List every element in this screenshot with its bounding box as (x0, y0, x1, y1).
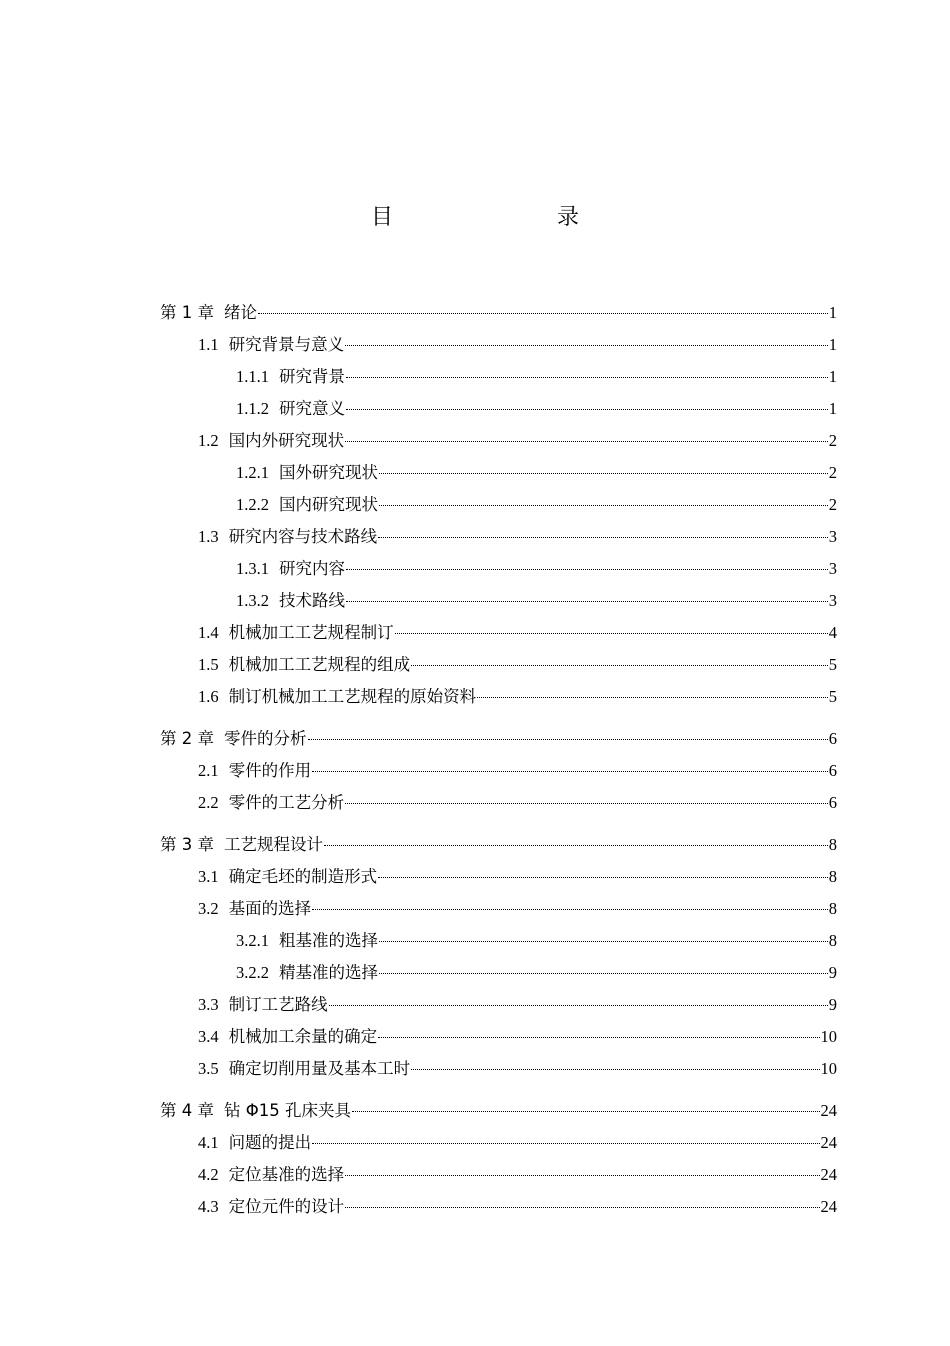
toc-entry-label: 定位基准的选择 (228, 1165, 345, 1184)
toc-dot-leader (411, 1069, 819, 1070)
toc-section-entry[interactable] (160, 957, 837, 989)
toc-section-entry[interactable] (160, 681, 837, 713)
toc-entry-number: 第 3 章 (160, 835, 214, 854)
toc-dot-leader (258, 313, 828, 314)
toc-entry-number: 4.2 (198, 1165, 219, 1184)
toc-entry-page: 6 (828, 761, 837, 780)
toc-entry-number: 1.2.1 (236, 463, 269, 482)
toc-title: 目 录 (370, 205, 619, 230)
toc-entry-label: 零件的工艺分析 (228, 793, 345, 812)
toc-section-entry[interactable] (160, 425, 837, 457)
toc-entry-page: 24 (820, 1165, 837, 1184)
toc-section-entry[interactable] (160, 617, 837, 649)
toc-dot-leader (411, 665, 828, 666)
toc-section-entry[interactable] (160, 329, 837, 361)
toc-entry-label: 研究背景与意义 (228, 335, 345, 354)
toc-section-entry[interactable] (160, 893, 837, 925)
toc-entry-page: 6 (828, 729, 837, 748)
toc-entry-label: 机械加工余量的确定 (228, 1027, 378, 1046)
toc-dot-leader (345, 1175, 819, 1176)
toc-dot-leader (379, 973, 828, 974)
toc-section-entry[interactable] (160, 1021, 837, 1053)
toc-entry-label: 粗基准的选择 (279, 931, 378, 950)
toc-entry-number: 1.2.2 (236, 495, 269, 514)
toc-dot-leader (345, 345, 828, 346)
toc-entry-number: 3.4 (198, 1027, 219, 1046)
toc-entry-label: 工艺规程设计 (224, 835, 323, 854)
toc-dot-leader (329, 1005, 828, 1006)
toc-entry-page: 2 (828, 463, 837, 482)
toc-entry-number: 3.3 (198, 995, 219, 1014)
toc-entry-number: 3.5 (198, 1059, 219, 1078)
toc-entry-number: 3.2.2 (236, 963, 269, 982)
toc-entry-number: 1.1 (198, 335, 219, 354)
toc-entry-page: 1 (828, 303, 837, 322)
toc-entry-page: 8 (828, 931, 837, 950)
toc-entry-page: 8 (828, 899, 837, 918)
toc-dot-leader (395, 633, 828, 634)
toc-entry-number: 1.1.2 (236, 399, 269, 418)
toc-dot-leader (346, 377, 828, 378)
toc-entry-number: 1.5 (198, 655, 219, 674)
toc-entry-page: 1 (828, 399, 837, 418)
toc-entry-page: 4 (828, 623, 837, 642)
toc-entry-label: 制订工艺路线 (228, 995, 328, 1014)
toc-entry-number: 2.1 (198, 761, 219, 780)
toc-dot-leader (346, 601, 828, 602)
toc-entry-label: 国内外研究现状 (228, 431, 345, 450)
toc-section-entry[interactable] (160, 1053, 837, 1085)
toc-entry-page: 24 (820, 1133, 837, 1152)
toc-entry-label: 确定切削用量及基本工时 (228, 1059, 411, 1078)
toc-entry-number: 2.2 (198, 793, 219, 812)
toc-dot-leader (352, 1111, 820, 1112)
toc-entry-label: 国内研究现状 (279, 495, 378, 514)
toc-entry-page: 2 (828, 495, 837, 514)
toc-section-entry[interactable] (160, 925, 837, 957)
toc-entry-page: 9 (828, 995, 837, 1014)
toc-chapter-entry[interactable] (160, 829, 837, 861)
toc-entry-page: 2 (828, 431, 837, 450)
toc-section-entry[interactable] (160, 755, 837, 787)
table-of-contents (160, 297, 837, 1223)
toc-entry-page: 10 (820, 1027, 837, 1046)
toc-chapter-entry[interactable] (160, 1095, 837, 1127)
toc-entry-number: 1.3.2 (236, 591, 269, 610)
toc-section-entry[interactable] (160, 393, 837, 425)
toc-dot-leader (346, 409, 828, 410)
toc-entry-number: 1.1.1 (236, 367, 269, 386)
toc-entry-page: 8 (828, 867, 837, 886)
toc-dot-leader (345, 1207, 819, 1208)
toc-entry-number: 第 4 章 (160, 1101, 214, 1120)
toc-entry-label: 绪论 (224, 303, 257, 322)
toc-dot-leader (379, 473, 828, 474)
toc-dot-leader (379, 941, 828, 942)
toc-dot-leader (312, 1143, 819, 1144)
toc-dot-leader (324, 845, 828, 846)
toc-entry-label: 钻 Φ15 孔床夹具 (224, 1101, 351, 1120)
toc-dot-leader (379, 505, 828, 506)
toc-entry-page: 10 (820, 1059, 837, 1078)
toc-entry-number: 3.1 (198, 867, 219, 886)
toc-section-entry[interactable] (160, 489, 837, 521)
toc-section-entry[interactable] (160, 1159, 837, 1191)
toc-dot-leader (345, 441, 828, 442)
toc-dot-leader (308, 739, 828, 740)
toc-entry-page: 24 (820, 1197, 837, 1216)
toc-entry-number: 1.3 (198, 527, 219, 546)
toc-section-entry[interactable] (160, 989, 837, 1021)
toc-entry-page: 3 (828, 527, 837, 546)
toc-dot-leader (378, 537, 828, 538)
toc-dot-leader (378, 877, 828, 878)
toc-chapter-entry[interactable] (160, 723, 837, 755)
toc-section-entry[interactable] (160, 861, 837, 893)
toc-entry-label: 定位元件的设计 (228, 1197, 345, 1216)
toc-entry-page: 9 (828, 963, 837, 982)
toc-dot-leader (312, 909, 828, 910)
toc-entry-page: 1 (828, 367, 837, 386)
toc-entry-number: 1.6 (198, 687, 219, 706)
toc-dot-leader (346, 569, 828, 570)
toc-section-entry[interactable] (160, 787, 837, 819)
toc-entry-page: 3 (828, 591, 837, 610)
toc-entry-label: 研究背景 (279, 367, 345, 386)
toc-entry-number: 3.2 (198, 899, 219, 918)
toc-entry-label: 机械加工工艺规程的组成 (228, 655, 411, 674)
toc-entry-label: 技术路线 (279, 591, 345, 610)
toc-section-entry[interactable] (160, 1191, 837, 1223)
toc-entry-label: 精基准的选择 (279, 963, 378, 982)
toc-entry-label: 零件的分析 (224, 729, 307, 748)
toc-entry-label: 确定毛坯的制造形式 (228, 867, 378, 886)
toc-entry-label: 制订机械加工工艺规程的原始资料 (228, 687, 477, 706)
toc-entry-page: 24 (820, 1101, 837, 1120)
toc-entry-label: 研究内容与技术路线 (228, 527, 378, 546)
toc-entry-number: 1.2 (198, 431, 219, 450)
toc-entry-number: 4.1 (198, 1133, 219, 1152)
toc-entry-page: 5 (828, 687, 837, 706)
toc-dot-leader (378, 1037, 819, 1038)
toc-entry-number: 3.2.1 (236, 931, 269, 950)
toc-entry-label: 机械加工工艺规程制订 (228, 623, 394, 642)
toc-entry-label: 研究内容 (279, 559, 345, 578)
toc-entry-label: 国外研究现状 (279, 463, 378, 482)
toc-entry-page: 1 (828, 335, 837, 354)
toc-entry-page: 3 (828, 559, 837, 578)
toc-dot-leader (312, 771, 828, 772)
toc-section-entry[interactable] (160, 585, 837, 617)
toc-entry-number: 第 1 章 (160, 303, 214, 322)
toc-entry-number: 1.3.1 (236, 559, 269, 578)
toc-entry-page: 8 (828, 835, 837, 854)
toc-dot-leader (345, 803, 828, 804)
toc-section-entry[interactable] (160, 361, 837, 393)
toc-entry-number: 第 2 章 (160, 729, 214, 748)
toc-entry-label: 研究意义 (279, 399, 345, 418)
toc-section-entry[interactable] (160, 553, 837, 585)
toc-section-entry[interactable] (160, 1127, 837, 1159)
toc-entry-page: 5 (828, 655, 837, 674)
toc-entry-number: 4.3 (198, 1197, 219, 1216)
toc-entry-label: 零件的作用 (228, 761, 312, 780)
toc-dot-leader (477, 697, 828, 698)
toc-section-entry[interactable] (160, 521, 837, 553)
toc-entry-number: 1.4 (198, 623, 219, 642)
toc-section-entry[interactable] (160, 649, 837, 681)
toc-chapter-entry[interactable] (160, 297, 837, 329)
toc-entry-page: 6 (828, 793, 837, 812)
toc-entry-label: 基面的选择 (228, 899, 312, 918)
toc-entry-label: 问题的提出 (228, 1133, 312, 1152)
toc-section-entry[interactable] (160, 457, 837, 489)
